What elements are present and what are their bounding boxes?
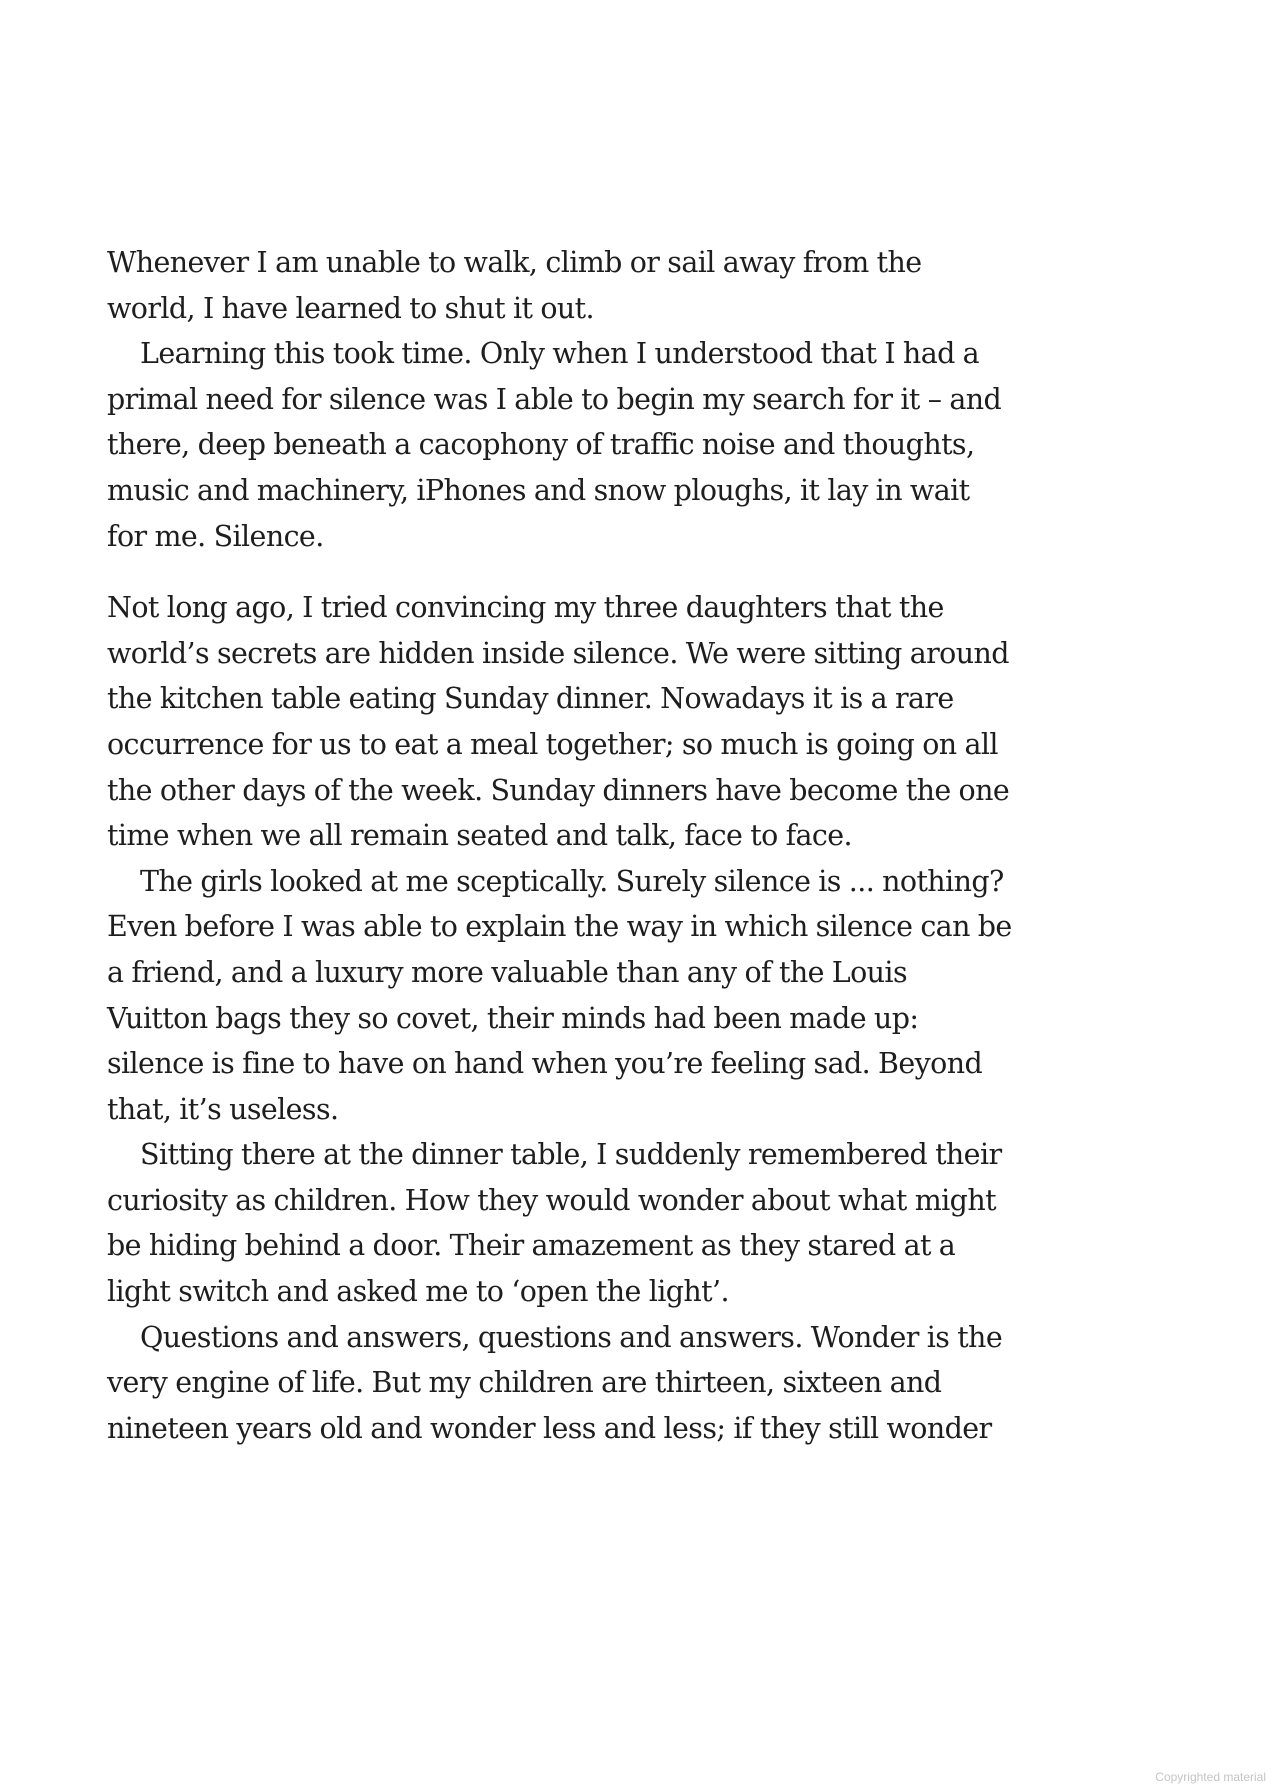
text-line: nineteen years old and wonder less and less; if they still wonder xyxy=(107,1411,992,1445)
text-line: occurrence for us to eat a meal together; so much is going on all xyxy=(107,727,998,761)
paragraph xyxy=(107,585,1107,859)
paragraph xyxy=(107,331,1107,559)
text-line: light switch and asked me to ‘open the light’. xyxy=(107,1275,729,1309)
body-text xyxy=(107,240,1107,1451)
text-line: Vuitton bags they so covet, their minds had been made up: xyxy=(107,1001,919,1035)
section-break xyxy=(107,559,1107,585)
text-line: silence is fine to have on hand when you’re feeling sad. Beyond xyxy=(107,1047,983,1081)
text-line: be hiding behind a door. Their amazement as they stared at a xyxy=(107,1229,956,1263)
text-line: Whenever I am unable to walk, climb or sail away from the xyxy=(107,246,922,279)
text-line: Even before I was able to explain the way in which silence can be xyxy=(107,910,1012,944)
text-line: the kitchen table eating Sunday dinner. Nowadays it is a rare xyxy=(107,682,954,716)
text-line: primal need for silence was I able to begin my search for it – and xyxy=(107,382,1002,416)
text-line: for me. Silence. xyxy=(107,519,324,553)
text-line: The girls looked at me sceptically. Surely silence is ... nothing? xyxy=(140,864,1004,898)
text-line: Not long ago, I tried convincing my three daughters that the xyxy=(107,591,944,625)
text-line: Questions and answers, questions and answers. Wonder is the xyxy=(140,1320,1003,1354)
copyright-watermark: Copyrighted material xyxy=(1155,1770,1266,1784)
paragraph xyxy=(107,240,1107,331)
text-line: Sitting there at the dinner table, I suddenly remembered their xyxy=(140,1138,1002,1172)
text-line: curiosity as children. How they would wonder about what might xyxy=(107,1183,996,1217)
text-line: a friend, and a luxury more valuable than any of the Louis xyxy=(107,955,907,989)
paragraph xyxy=(107,1132,1107,1314)
text-line: that, it’s useless. xyxy=(107,1092,339,1126)
text-line: world, I have learned to shut it out. xyxy=(107,291,594,325)
text-line: there, deep beneath a cacophony of traffic noise and thoughts, xyxy=(107,428,975,462)
text-line: music and machinery, iPhones and snow ploughs, it lay in wait xyxy=(107,473,970,507)
paragraph xyxy=(107,859,1107,1133)
text-line: time when we all remain seated and talk, face to face. xyxy=(107,819,853,853)
text-line: very engine of life. But my children are thirteen, sixteen and xyxy=(107,1366,942,1400)
text-line: world’s secrets are hidden inside silence. We were sitting around xyxy=(107,636,1009,670)
text-line: the other days of the week. Sunday dinners have become the one xyxy=(107,773,1010,807)
text-line: Learning this took time. Only when I understood that I had a xyxy=(140,337,980,371)
paragraph xyxy=(107,1315,1107,1452)
